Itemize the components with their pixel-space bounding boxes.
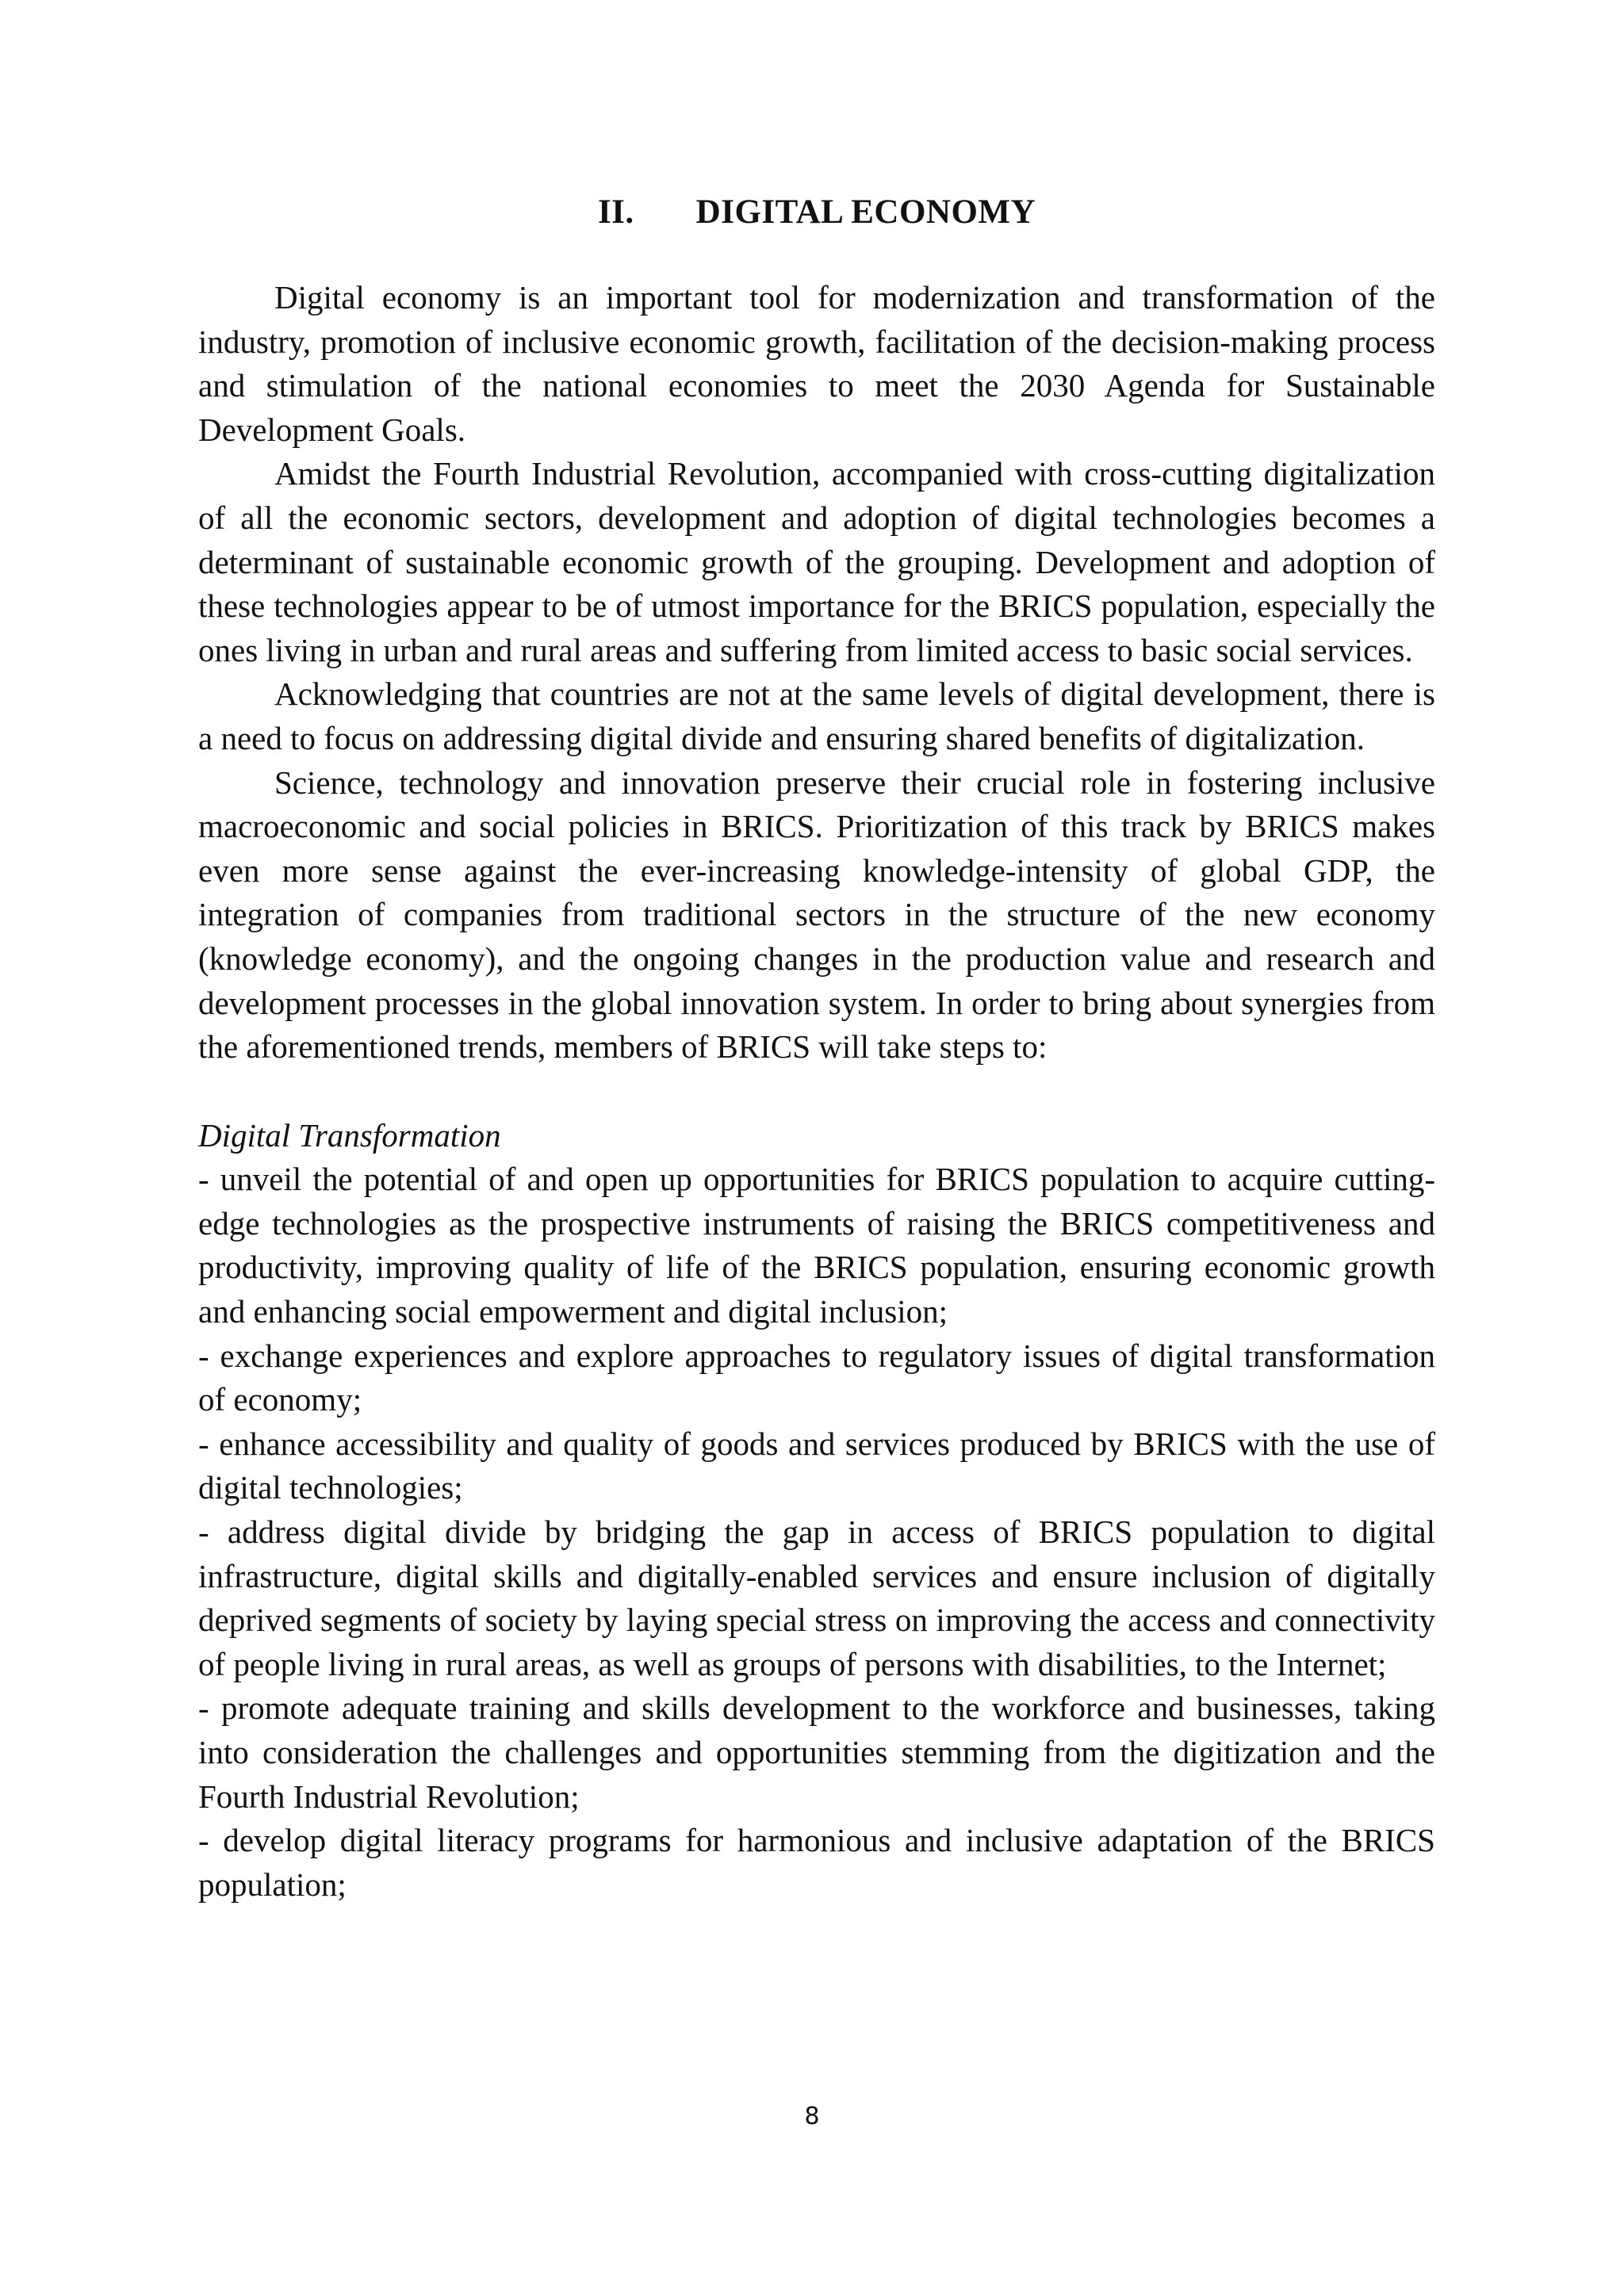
paragraph: Acknowledging that countries are not at the same levels of digital development, there is a need to focus on addressing digital divide and ensuring shared benefits of digitalization. <box>198 675 1435 756</box>
paragraph: Science, technology and innovation preserve their crucial role in fostering inclusive macroeconomic and social policies in BRICS. Prioritization of this track by BRICS makes even more sense against the ever-increasing knowledge-intensity of global GDP, the integration of companies from traditional sectors in the structure of the new economy (knowledge economy), and the ongoing changes in the production value and research and development processes in the global innovation system. In order to bring about synergies from the aforementioned trends, members of BRICS will take steps to: <box>198 763 1435 1066</box>
paragraph: Digital economy is an important tool for modernization and transformation of the industry, promotion of inclusive economic growth, facilitation of the decision-making process and stimulation of the national economies to meet the 2030 Agenda for Sustainable Development Goals. <box>198 279 1435 448</box>
list-item: - enhance accessibility and quality of goods and services produced by BRICS with the use of digital technologies; <box>198 1425 1435 1506</box>
list-item: - exchange experiences and explore approaches to regulatory issues of digital transformation of economy; <box>198 1337 1435 1418</box>
page-number: 8 <box>804 2103 820 2130</box>
spacer <box>198 1070 1435 1114</box>
list-item: - develop digital literacy programs for harmonious and inclusive adaptation of the BRICS population; <box>198 1822 1435 1903</box>
list-item: - address digital divide by bridging the gap in access of BRICS population to digital infrastructure, digital skills and digitally-enabled services and ensure inclusion of digitally deprived segments of society by laying special stress on improving the access and connectivity of people living in rural areas, as well as groups of persons with disabilities, to the Internet; <box>198 1513 1435 1682</box>
section-heading <box>198 190 1435 235</box>
list-item: - unveil the potential of and open up opportunities for BRICS population to acquire cutting-edge technologies as the prospective instruments of raising the BRICS competitiveness and productivity, improving quality of life of the BRICS population, ensuring economic growth and enhancing social empowerment and digital inclusion; <box>198 1161 1435 1330</box>
list-item: - promote adequate training and skills development to the workforce and businesses, taking into consideration the challenges and opportunities stemming from the digitization and the Fourth Industrial Revolution; <box>198 1689 1435 1815</box>
section-number: II. <box>597 193 634 231</box>
section-title: DIGITAL ECONOMY <box>695 193 1036 231</box>
paragraph: Amidst the Fourth Industrial Revolution, accompanied with cross-cutting digitalization of all the economic sectors, development and adoption of digital technologies becomes a determinant of sustainable economic growth of the grouping. Development and adoption of these technologies appear to be of utmost importance for the BRICS population, especially the ones living in urban and rural areas and suffering from limited access to basic social services. <box>198 455 1435 668</box>
document-page <box>198 190 1435 1907</box>
subsection-title: Digital Transformation <box>198 1116 501 1154</box>
